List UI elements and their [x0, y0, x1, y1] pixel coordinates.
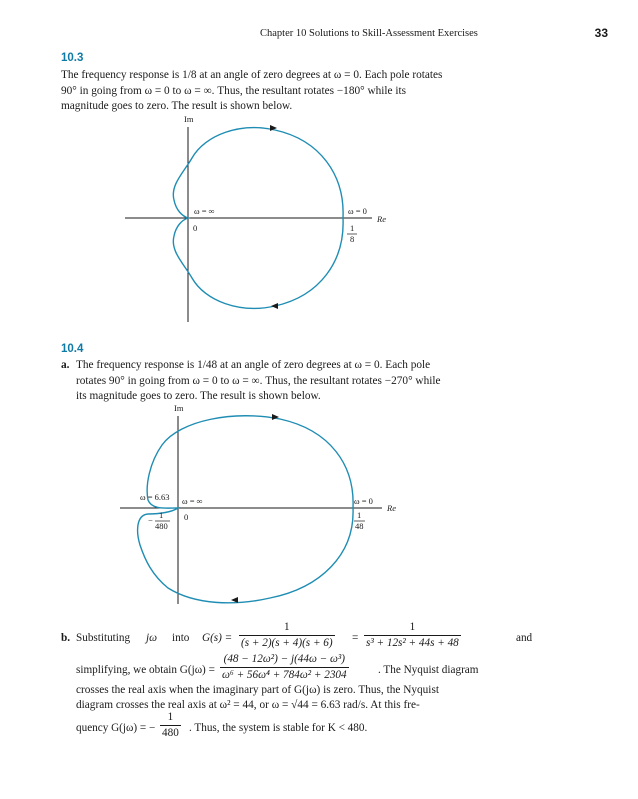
omega-inf-label: ω = ∞ — [182, 496, 203, 506]
section-10-4-title: 10.4 — [61, 343, 84, 355]
fraction-4-num: 1 — [167, 711, 174, 723]
fraction-1-num: 1 — [284, 621, 290, 633]
im-axis-label: Im — [184, 114, 194, 124]
text-line: magnitude goes to zero. The result is shown below. — [61, 100, 293, 112]
omega-zero-label: ω = 0 — [354, 496, 373, 506]
omega-6-63-label: ω = 6.63 — [140, 492, 170, 502]
fraction-4-den: 480 — [162, 727, 179, 739]
page-number: 33 — [594, 26, 608, 40]
fraction-4 — [160, 710, 181, 741]
omega-inf-label: ω = ∞ — [194, 206, 215, 216]
simplifying-text: simplifying, we obtain G(jω) = — [76, 664, 215, 676]
running-head: Chapter 10 Solutions to Skill-Assessment Exercises — [260, 28, 478, 39]
re-axis-label: Re — [377, 214, 386, 224]
left-fraction-denominator: 480 — [155, 521, 168, 531]
text-line: rotates 90° in going from ω = 0 to ω = ∞. Thus, the resultant rotates −270° while — [76, 374, 441, 387]
word-substituting: Substituting — [76, 632, 131, 644]
text-line: 90° in going from ω = 0 to ω = ∞. Thus, the resultant rotates −180° while its — [61, 84, 407, 97]
part-b-line-3: crosses the real axis when the imaginary part of G(jω) is zero. Thus, the Nyquist — [76, 684, 439, 696]
left-fraction-sign: − — [148, 515, 153, 525]
fraction-1-den: (s + 2)(s + 4)(s + 6) — [241, 637, 333, 649]
after-fraction-3: . The Nyquist diagram — [378, 664, 479, 676]
fraction-2-num: 1 — [409, 621, 416, 633]
right-fraction-numerator: 1 — [357, 510, 362, 520]
part-b-line-5 — [76, 710, 576, 744]
origin-label: 0 — [193, 223, 198, 233]
word-into: into — [172, 632, 190, 644]
math-jw: jω — [146, 632, 158, 644]
text-line: The frequency response is 1/8 at an angle of zero degrees at ω = 0. Each pole rotates — [61, 69, 443, 81]
equals-sign: = — [352, 632, 359, 644]
fraction-2-den: s³ + 12s² + 44s + 48 — [366, 637, 459, 649]
line-5-prefix: quency G(jω) = − — [76, 722, 156, 734]
fraction-3 — [220, 652, 349, 683]
fraction-3-num: (48 − 12ω²) − j(44ω − ω³) — [223, 653, 346, 665]
line-5-suffix: . Thus, the system is stable for K < 480. — [189, 722, 368, 734]
origin-label: 0 — [184, 512, 189, 522]
part-b-line-1 — [76, 620, 576, 654]
fraction-denominator: 8 — [350, 234, 355, 244]
fraction-2 — [364, 620, 461, 651]
fraction-1 — [239, 620, 335, 651]
im-axis-label: Im — [174, 403, 184, 413]
part-b-label: b. — [61, 632, 71, 644]
word-and: and — [516, 632, 533, 644]
part-a-label: a. — [61, 359, 70, 371]
fraction-numerator: 1 — [350, 223, 355, 233]
math-Gs: G(s) = — [202, 632, 233, 644]
text-line: its magnitude goes to zero. The result is shown below. — [76, 390, 321, 402]
section-10-3-title: 10.3 — [61, 52, 84, 64]
left-fraction-numerator: 1 — [159, 510, 164, 520]
part-b-line-4: diagram crosses the real axis at ω² = 44, or ω = √44 = 6.63 rad/s. At this fre- — [76, 699, 420, 711]
text-line: The frequency response is 1/48 at an angle of zero degrees at ω = 0. Each pole — [76, 359, 431, 371]
nyquist-curve — [138, 416, 354, 603]
right-fraction-denominator: 48 — [355, 521, 364, 531]
part-b-line-2 — [76, 652, 576, 686]
omega-zero-label: ω = 0 — [348, 206, 367, 216]
fraction-3-den: ω⁶ + 56ω⁴ + 784ω² + 2304 — [222, 669, 347, 681]
re-axis-label: Re — [387, 503, 396, 513]
